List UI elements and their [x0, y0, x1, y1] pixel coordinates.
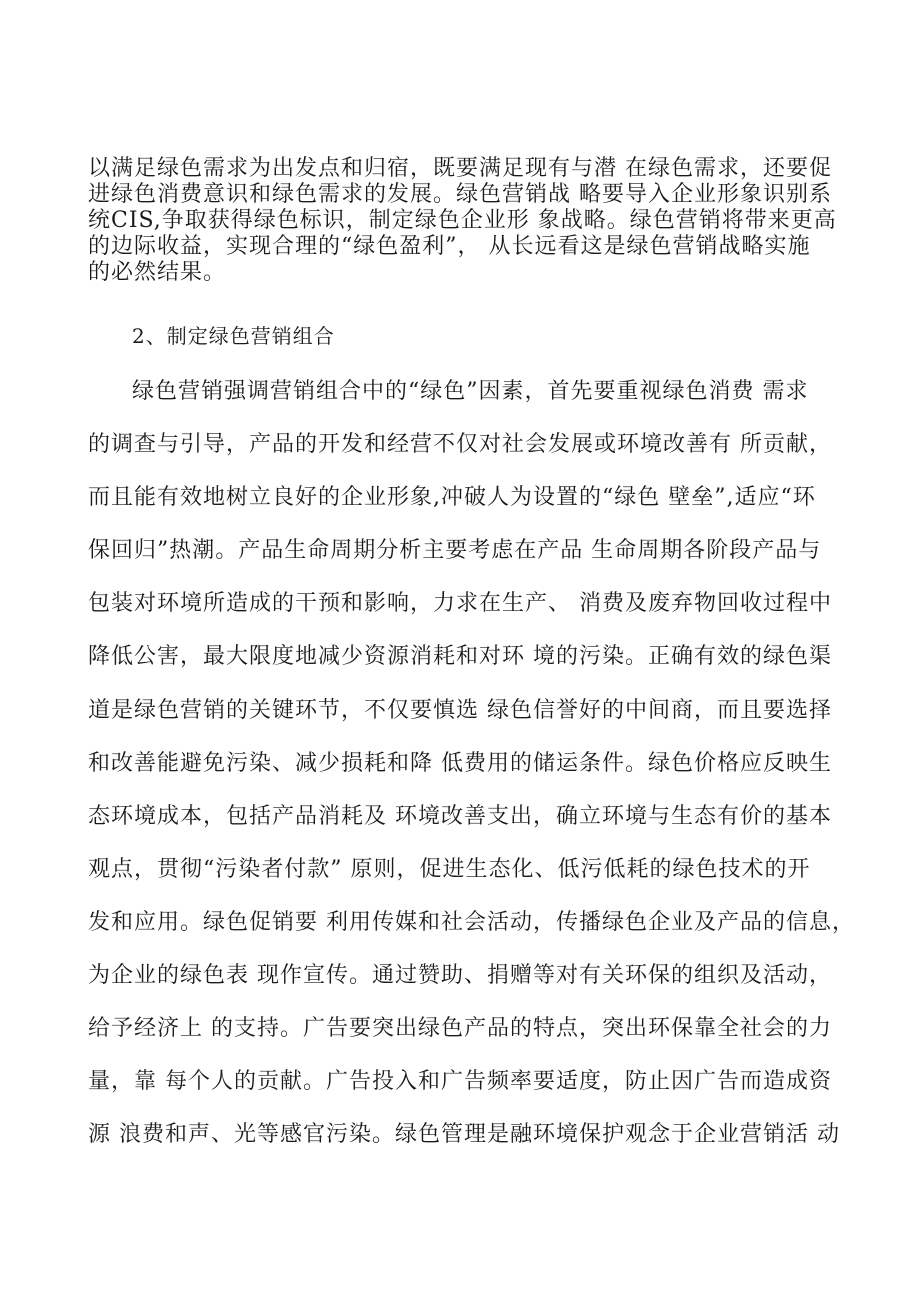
paragraph-line: 保回归”热潮。产品生命周期分析主要考虑在产品 生命周期各阶段产品与: [88, 538, 822, 564]
paragraph-line: 降低公害，最大限度地减少资源消耗和对环 境的污染。正确有效的绿色渠: [88, 644, 832, 670]
paragraph-line: 绿色营销强调营销组合中的“绿色”因素，首先要重视绿色消费 需求: [132, 379, 809, 404]
paragraph-line: 和改善能避免污染、减少损耗和降 低费用的储运条件。绿色价格应反映生: [88, 750, 832, 776]
paragraph-line: 观点，贯彻“污染者付款” 原则，促进生态化、低污低耗的绿色技术的开: [88, 856, 811, 882]
paragraph-line: 给予经济上 的支持。广告要突出绿色产品的特点，突出环保靠全社会的力: [88, 1016, 832, 1042]
paragraph-line: 而且能有效地树立良好的企业形象,冲破人为设置的“绿色 壁垒”,适应“环: [88, 485, 816, 511]
paragraph-line: 的必然结果。: [88, 260, 227, 285]
paragraph-line: 以满足绿色需求为出发点和归宿，既要满足现有与潜 在绿色需求，还要促: [88, 156, 832, 181]
paragraph-line: 态环境成本，包括产品消耗及 环境改善支出，确立环境与生态有价的基本: [88, 803, 832, 829]
paragraph-line: 包装对环境所造成的干预和影响，力求在生产、 消费及废弃物回收过程中: [88, 591, 832, 617]
paragraph-marketing-mix: [88, 374, 858, 1170]
paragraph-continuation: [88, 156, 858, 286]
paragraph-line: 发和应用。绿色促销要 利用传媒和社会活动，传播绿色企业及产品的信息，: [88, 909, 855, 935]
section-heading: 2、制定绿色营销组合: [132, 324, 335, 348]
paragraph-line: 进绿色消费意识和绿色需求的发展。绿色营销战 略要导入企业形象识别系: [88, 182, 832, 207]
paragraph-line: 的边际收益，实现合理的“绿色盈利”， 从长远看这是绿色营销战略实施: [88, 234, 811, 259]
paragraph-line: 源 浪费和声、光等感官污染。绿色管理是融环境保护观念于企业营销活 动: [88, 1122, 840, 1148]
paragraph-line: 为企业的绿色表 现作宣传。通过赞助、捐赠等对有关环保的组织及活动，: [88, 963, 832, 989]
paragraph-line: 道是绿色营销的关键环节，不仅要慎选 绿色信誉好的中间商，而且要选择: [88, 697, 832, 723]
paragraph-line: 的调查与引导，产品的开发和经营不仅对社会发展或环境改善有 所贡献，: [88, 432, 832, 458]
paragraph-line: 量，靠 每个人的贡献。广告投入和广告频率要适度，防止因广告而造成资: [88, 1069, 832, 1095]
paragraph-line: 统CIS,争取获得绿色标识，制定绿色企业形 象战略。绿色营销将带来更高: [88, 208, 837, 233]
